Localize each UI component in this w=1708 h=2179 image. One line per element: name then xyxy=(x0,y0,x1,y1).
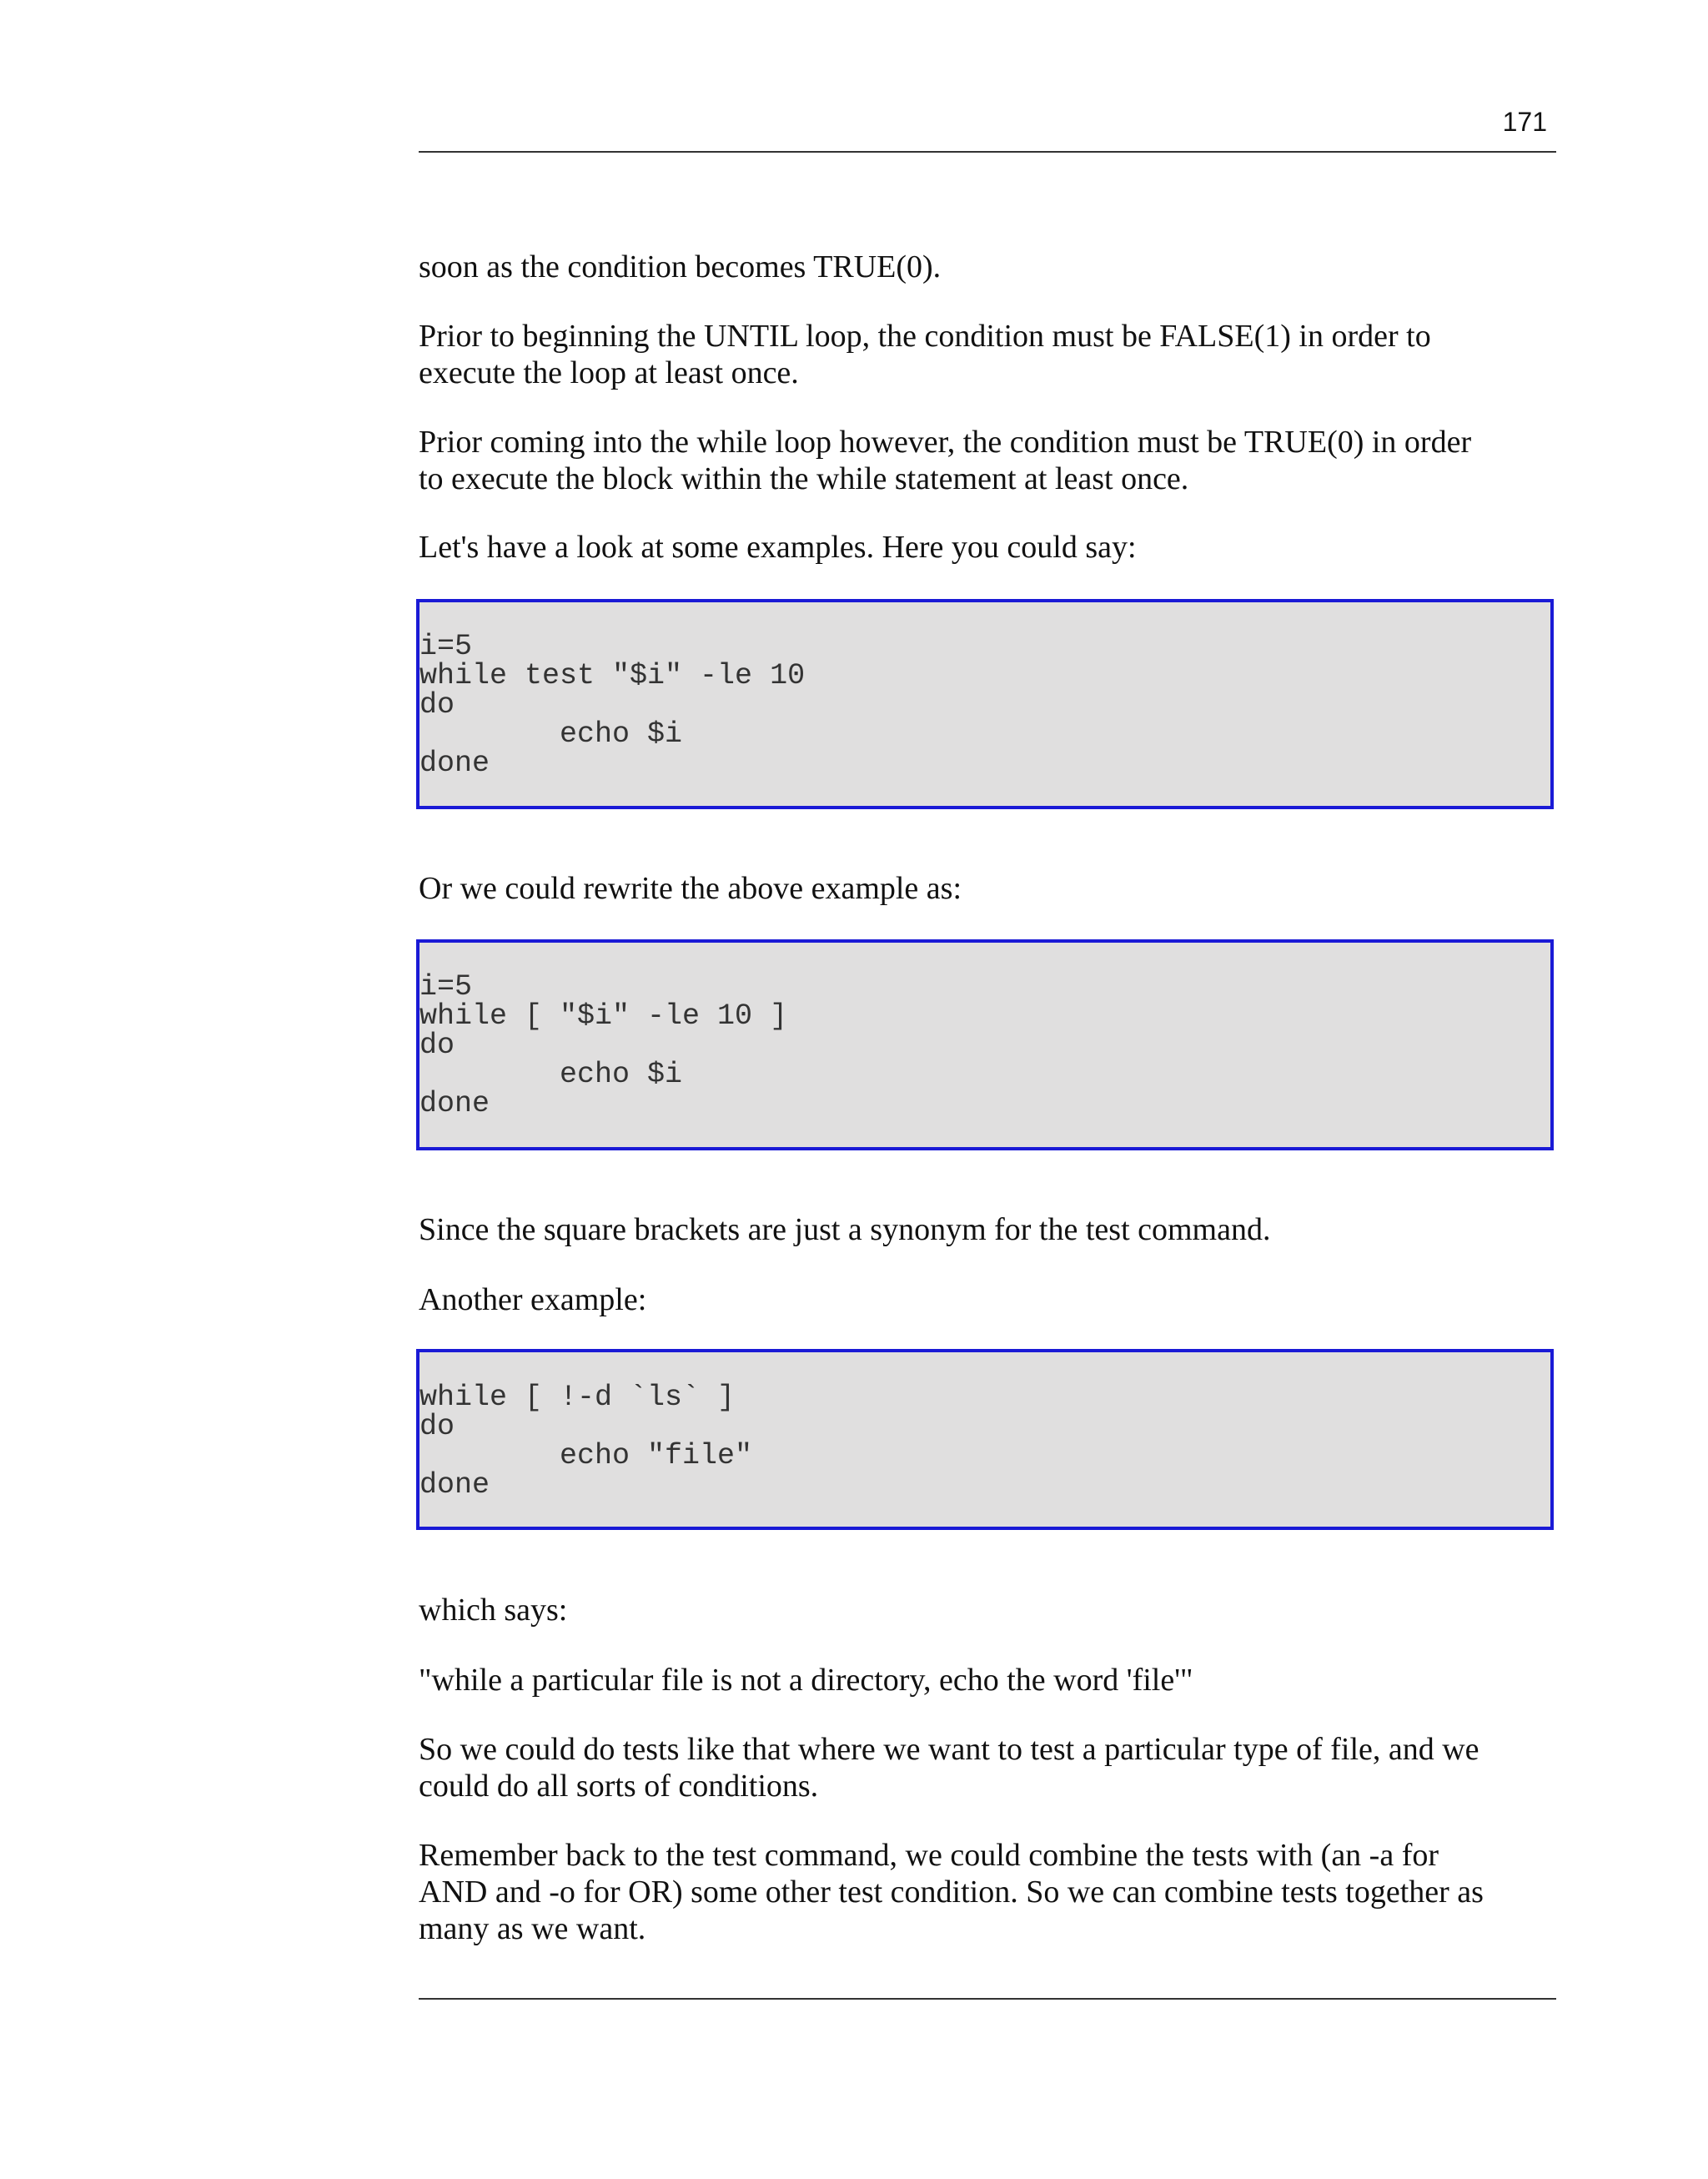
code-line: i=5 xyxy=(419,630,473,663)
paragraph-condition-true: soon as the condition becomes TRUE(0). xyxy=(419,249,942,284)
code-line: do xyxy=(419,1029,455,1062)
paragraph-line: execute the loop at least once. xyxy=(419,355,799,390)
paragraph-examples-intro: Let's have a look at some examples. Here you could say: xyxy=(419,530,1137,565)
paragraph-file-tests xyxy=(419,1731,1561,1804)
paragraph-line: to execute the block within the while statement at least once. xyxy=(419,461,1189,496)
code-line: while [ !-d `ls` ] xyxy=(419,1381,736,1414)
paragraph-until-loop xyxy=(419,318,1561,391)
paragraph-line: So we could do tests like that where we want to test a particular type of file, and we xyxy=(419,1732,1479,1767)
code-line: done xyxy=(419,1468,490,1502)
code-block-while-directory xyxy=(416,1349,1554,1530)
code-line: done xyxy=(419,747,490,780)
code-line: i=5 xyxy=(419,970,473,1004)
paragraph-which-says: which says: xyxy=(419,1593,568,1628)
paragraph-square-brackets: Since the square brackets are just a synonym for the test command. xyxy=(419,1212,1271,1247)
paragraph-quote: "while a particular file is not a directory, echo the word 'file'" xyxy=(419,1663,1193,1698)
paragraph-line: Prior to beginning the UNTIL loop, the condition must be FALSE(1) in order to xyxy=(419,319,1431,354)
code-line: do xyxy=(419,688,455,722)
code-line: while [ "$i" -le 10 ] xyxy=(419,999,788,1033)
paragraph-line: Prior coming into the while loop however, the condition must be TRUE(0) in order xyxy=(419,425,1472,460)
code-listing xyxy=(419,1352,1550,1500)
code-listing xyxy=(419,602,1550,778)
code-line: done xyxy=(419,1087,490,1120)
paragraph-rewrite-intro: Or we could rewrite the above example as: xyxy=(419,871,962,906)
paragraph-line: AND and -o for OR) some other test condition. So we can combine tests together as xyxy=(419,1875,1484,1910)
code-block-while-brackets xyxy=(416,939,1554,1150)
code-listing xyxy=(419,943,1550,1119)
paragraph-line: Remember back to the test command, we could combine the tests with (an -a for xyxy=(419,1838,1439,1873)
code-line: echo $i xyxy=(419,1058,683,1091)
paragraph-line: could do all sorts of conditions. xyxy=(419,1769,819,1804)
header-rule xyxy=(419,151,1556,153)
paragraph-another-example: Another example: xyxy=(419,1282,647,1317)
page-number: 171 xyxy=(1502,107,1547,137)
footer-rule xyxy=(419,1998,1556,2000)
code-line: echo $i xyxy=(419,717,683,751)
code-line: do xyxy=(419,1410,455,1443)
code-line: while test "$i" -le 10 xyxy=(419,659,806,692)
paragraph-line: many as we want. xyxy=(419,1911,646,1946)
code-block-while-test xyxy=(416,599,1554,809)
paragraph-combine-tests xyxy=(419,1837,1561,1947)
code-line: echo "file" xyxy=(419,1439,753,1472)
paragraph-while-loop xyxy=(419,424,1561,497)
